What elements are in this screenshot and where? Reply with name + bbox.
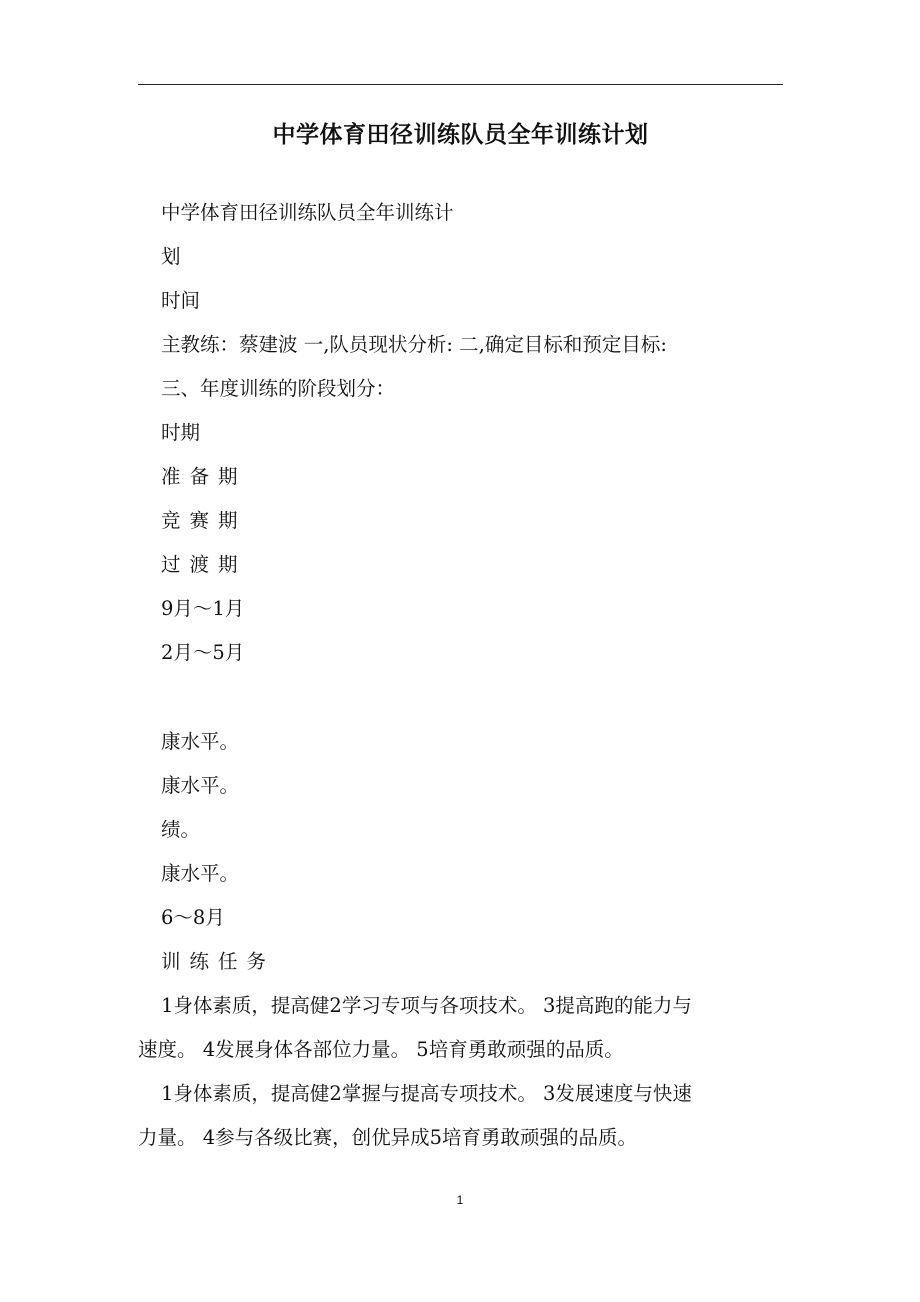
text-line: 速度。 4发展身体各部位力量。 5培育勇敢顽强的品质。 bbox=[138, 1038, 624, 1061]
text-line: 三、年度训练的阶段划分： bbox=[161, 377, 396, 400]
text-line: 时间 bbox=[161, 289, 201, 312]
text-line: 康水平。 bbox=[161, 862, 240, 885]
text-line: 中学体育田径训练队员全年训练计 bbox=[161, 201, 454, 224]
text-line: 力量。 4参与各级比赛，创优异成5培育勇敢顽强的品质。 bbox=[138, 1126, 638, 1149]
text-line: 6～8月 bbox=[161, 906, 225, 929]
text-line: 划 bbox=[161, 245, 181, 268]
text-line: 绩。 bbox=[161, 818, 201, 841]
document-title: 中学体育田径训练队员全年训练计划 bbox=[272, 122, 649, 148]
text-line: 主教练：蔡建波 一,队员现状分析: 二,确定目标和预定目标: bbox=[161, 333, 667, 356]
text-line: 竞赛期 bbox=[161, 509, 247, 532]
page-number: 1 bbox=[456, 1193, 464, 1207]
text-line: 训练任务 bbox=[161, 950, 276, 973]
text-line: 9月～1月 bbox=[161, 597, 245, 620]
header-rule bbox=[138, 84, 783, 85]
text-line: 2月～5月 bbox=[161, 641, 245, 664]
text-line: 准备期 bbox=[161, 465, 247, 488]
text-line: 康水平。 bbox=[161, 774, 240, 797]
text-line: 1身体素质，提高健2掌握与提高专项技术。 3发展速度与快速 bbox=[161, 1082, 692, 1105]
text-line: 1身体素质，提高健2学习专项与各项技术。 3提高跑的能力与 bbox=[161, 994, 692, 1017]
text-line: 康水平。 bbox=[161, 730, 240, 753]
text-line: 时期 bbox=[161, 421, 201, 444]
text-line: 过渡期 bbox=[161, 553, 247, 576]
